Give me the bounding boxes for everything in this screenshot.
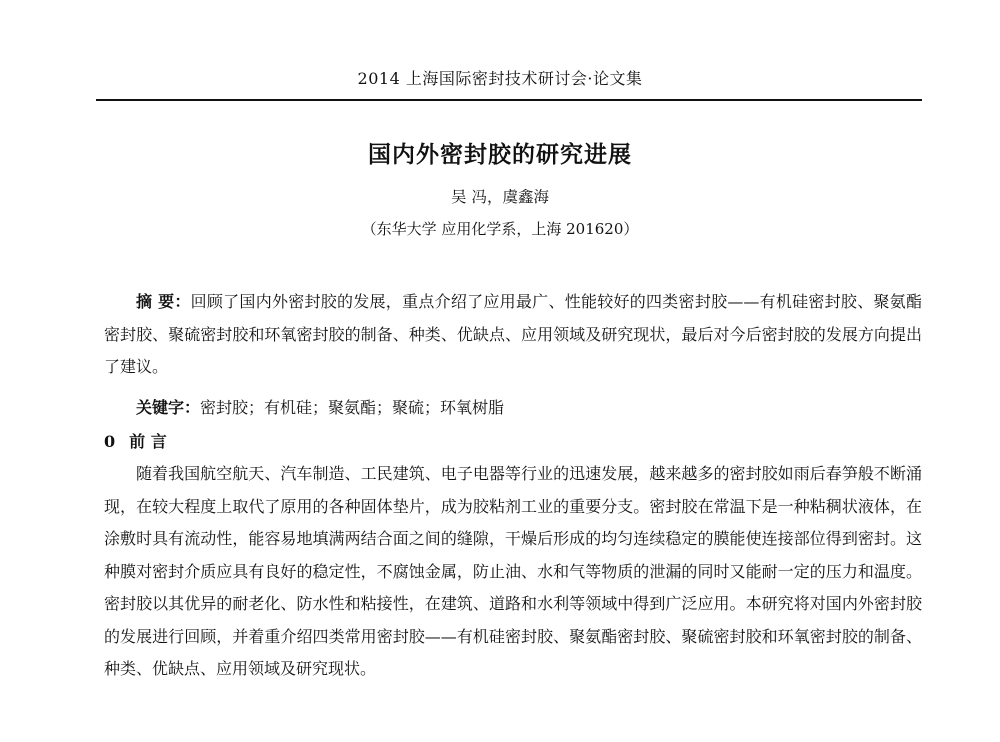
keywords-text: 密封胶；有机硅；聚氨酯；聚硫；环氧树脂 (200, 398, 505, 417)
section-title: 前 言 (129, 432, 167, 451)
section-number: 0 (104, 432, 116, 451)
paper-title: 国内外密封胶的研究进展 (368, 141, 632, 168)
body-paragraph: 随着我国航空航天、汽车制造、工民建筑、电子电器等行业的迅速发展，越来越多的密封胶如雨后春笋般不断涌现，在较大程度上取代了原用的各种固体垫片，成为胶粘剂工业的重要分支。密封胶在常温下是一种粘稠状液体，在涂敷时具有流动性，能容易地填满两结合面之间的缝隙，干燥后形成的均匀连续稳定的膜能使连接部位得到密封。这种膜对密封介质应具有良好的稳定性，不腐蚀金属，防止油、水和气等物质的泄漏的同时又能耐一定的压力和温度。密封胶以其优异的耐老化、防水性和粘接性，在建筑、道路和水利等领域中得到广泛应用。本研究将对国内外密封胶的发展进行回顾，并着重介绍四类常用密封胶——有机硅密封胶、聚氨酯密封胶、聚硫密封胶和环氧密封胶的制备、种类、优缺点、应用领域及研究现状。 (104, 464, 922, 678)
keywords-label: 关键字： (136, 398, 201, 417)
abstract (104, 286, 922, 384)
author-affiliation: （东华大学 应用化学系，上海 201620） (361, 220, 639, 238)
header-divider (96, 99, 922, 101)
keywords (104, 392, 922, 425)
running-header: 2014 上海国际密封技术研讨会·论文集 (357, 69, 643, 88)
abstract-label: 摘 要： (136, 292, 191, 311)
section-heading (104, 426, 167, 458)
author-list: 吴 冯，虞鑫海 (451, 188, 549, 206)
abstract-text: 回顾了国内外密封胶的发展，重点介绍了应用最广、性能较好的四类密封胶——有机硅密封胶、聚氨酯密封胶、聚硫密封胶和环氧密封胶的制备、种类、优缺点、应用领域及研究现状，最后对今后密封胶的发展方向提出了建议。 (104, 292, 922, 376)
